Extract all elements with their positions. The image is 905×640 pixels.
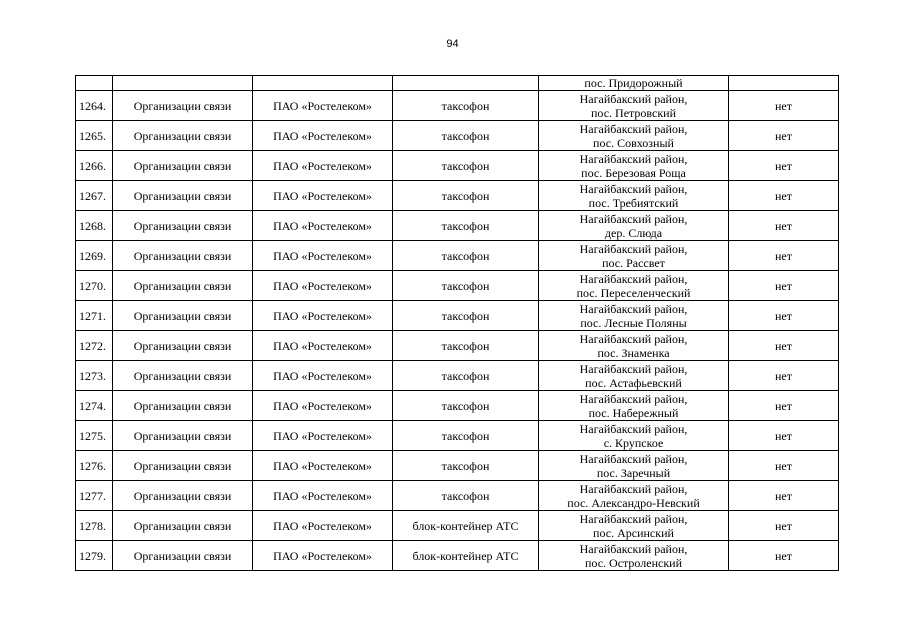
cell-num: 1268. xyxy=(76,211,113,241)
cell-num: 1269. xyxy=(76,241,113,271)
cell-num: 1273. xyxy=(76,361,113,391)
table-row xyxy=(76,361,839,391)
cell-status: нет xyxy=(729,391,839,421)
location-settlement: пос. Лесные Поляны xyxy=(580,315,687,330)
cell-owner: ПАО «Ростелеком» xyxy=(253,541,393,571)
cell-object: таксофон xyxy=(393,271,539,301)
cell-category: Организации связи xyxy=(113,181,253,211)
location-district: Нагайбакский район, xyxy=(579,211,688,226)
table-row xyxy=(76,541,839,571)
location-settlement: пос. Астафьевский xyxy=(585,375,682,390)
cell-category: Организации связи xyxy=(113,271,253,301)
cell-owner: ПАО «Ростелеком» xyxy=(253,271,393,301)
cell-status: нет xyxy=(729,301,839,331)
cell-category: Организации связи xyxy=(113,241,253,271)
cell-num: 1267. xyxy=(76,181,113,211)
cell-status: нет xyxy=(729,151,839,181)
cell-owner: ПАО «Ростелеком» xyxy=(253,361,393,391)
cell-owner: ПАО «Ростелеком» xyxy=(253,241,393,271)
cell-location xyxy=(539,451,729,481)
cell-num: 1276. xyxy=(76,451,113,481)
location-district: Нагайбакский район, xyxy=(579,301,688,316)
cell-object: таксофон xyxy=(393,301,539,331)
cell-location xyxy=(539,91,729,121)
cell-object: таксофон xyxy=(393,391,539,421)
cell-num: 1279. xyxy=(76,541,113,571)
table-row xyxy=(76,481,839,511)
location-settlement: пос. Арсинский xyxy=(593,525,674,540)
cell-num: 1275. xyxy=(76,421,113,451)
cell-owner: ПАО «Ростелеком» xyxy=(253,301,393,331)
location-settlement: пос. Совхозный xyxy=(593,135,674,150)
table-row xyxy=(76,121,839,151)
cell-num xyxy=(76,76,113,91)
cell-object: блок-контейнер АТС xyxy=(393,541,539,571)
location-district: Нагайбакский район, xyxy=(579,121,688,136)
cell-owner: ПАО «Ростелеком» xyxy=(253,121,393,151)
location-district: Нагайбакский район, xyxy=(579,271,688,286)
table-row xyxy=(76,241,839,271)
cell-status: нет xyxy=(729,331,839,361)
cell-owner: ПАО «Ростелеком» xyxy=(253,421,393,451)
location-settlement: пос. Березовая Роща xyxy=(581,165,686,180)
cell-owner: ПАО «Ростелеком» xyxy=(253,181,393,211)
cell-location xyxy=(539,421,729,451)
location-district: Нагайбакский район, xyxy=(579,481,688,496)
location-district: Нагайбакский район, xyxy=(579,451,688,466)
cell-num: 1277. xyxy=(76,481,113,511)
location-settlement: пос. Остроленский xyxy=(584,555,682,570)
location-settlement: пос. Рассвет xyxy=(602,255,665,270)
table-row xyxy=(76,271,839,301)
cell-status: нет xyxy=(729,541,839,571)
cell-object: таксофон xyxy=(393,211,539,241)
cell-owner: ПАО «Ростелеком» xyxy=(253,151,393,181)
table-row xyxy=(76,421,839,451)
cell-category: Организации связи xyxy=(113,151,253,181)
cell-object: таксофон xyxy=(393,181,539,211)
location-settlement: пос. Требиятский xyxy=(588,195,679,210)
location-settlement: пос. Петровский xyxy=(590,105,677,120)
cell-num: 1271. xyxy=(76,301,113,331)
cell-object: таксофон xyxy=(393,241,539,271)
cell-num: 1270. xyxy=(76,271,113,301)
cell-num: 1266. xyxy=(76,151,113,181)
location-settlement: дер. Слюда xyxy=(604,225,663,240)
cell-category xyxy=(113,76,253,91)
cell-object: таксофон xyxy=(393,151,539,181)
table-row xyxy=(76,391,839,421)
location-district: Нагайбакский район, xyxy=(579,91,688,106)
location-settlement: пос. Набережный xyxy=(588,405,679,420)
table-row xyxy=(76,181,839,211)
location-district: Нагайбакский район, xyxy=(579,331,688,346)
cell-status xyxy=(729,76,839,91)
cell-location xyxy=(539,271,729,301)
cell-object xyxy=(393,76,539,91)
cell-owner: ПАО «Ростелеком» xyxy=(253,211,393,241)
cell-num: 1265. xyxy=(76,121,113,151)
table-row xyxy=(76,211,839,241)
cell-category: Организации связи xyxy=(113,481,253,511)
cell-status: нет xyxy=(729,241,839,271)
cell-location xyxy=(539,331,729,361)
cell-location xyxy=(539,211,729,241)
cell-category: Организации связи xyxy=(113,361,253,391)
table-row xyxy=(76,511,839,541)
location-settlement: пос. Заречный xyxy=(596,465,671,480)
cell-category: Организации связи xyxy=(113,451,253,481)
cell-location xyxy=(539,241,729,271)
cell-status: нет xyxy=(729,181,839,211)
cell-object: таксофон xyxy=(393,361,539,391)
cell-category: Организации связи xyxy=(113,301,253,331)
cell-owner: ПАО «Ростелеком» xyxy=(253,481,393,511)
cell-owner: ПАО «Ростелеком» xyxy=(253,331,393,361)
cell-status: нет xyxy=(729,451,839,481)
page-number: 94 xyxy=(446,38,459,50)
cell-status: нет xyxy=(729,211,839,241)
cell-location: пос. Придорожный xyxy=(539,76,729,91)
cell-category: Организации связи xyxy=(113,91,253,121)
location-settlement: пос. Переселенческий xyxy=(576,285,691,300)
cell-location xyxy=(539,391,729,421)
cell-owner: ПАО «Ростелеком» xyxy=(253,451,393,481)
cell-location xyxy=(539,481,729,511)
cell-category: Организации связи xyxy=(113,511,253,541)
location-settlement: пос. Знаменка xyxy=(597,345,670,360)
cell-status: нет xyxy=(729,481,839,511)
cell-object: таксофон xyxy=(393,331,539,361)
location-district: Нагайбакский район, xyxy=(579,421,688,436)
table-row xyxy=(76,301,839,331)
table-row xyxy=(76,151,839,181)
cell-location xyxy=(539,301,729,331)
location-settlement: пос. Александро-Невский xyxy=(567,495,700,510)
location-district: Нагайбакский район, xyxy=(579,151,688,166)
cell-location xyxy=(539,541,729,571)
location-district: Нагайбакский район, xyxy=(579,181,688,196)
location-district: Нагайбакский район, xyxy=(579,241,688,256)
location-district: Нагайбакский район, xyxy=(579,361,688,376)
table-row xyxy=(76,451,839,481)
cell-owner: ПАО «Ростелеком» xyxy=(253,91,393,121)
cell-status: нет xyxy=(729,91,839,121)
cell-location xyxy=(539,151,729,181)
cell-location xyxy=(539,181,729,211)
cell-category: Организации связи xyxy=(113,421,253,451)
location-settlement: с. Крупское xyxy=(603,435,664,450)
table-row xyxy=(76,91,839,121)
registry-table xyxy=(75,75,839,571)
cell-object: таксофон xyxy=(393,91,539,121)
cell-owner: ПАО «Ростелеком» xyxy=(253,511,393,541)
location-district: Нагайбакский район, xyxy=(579,391,688,406)
location-district: Нагайбакский район, xyxy=(579,511,688,526)
cell-status: нет xyxy=(729,361,839,391)
cell-object: таксофон xyxy=(393,481,539,511)
cell-category: Организации связи xyxy=(113,121,253,151)
cell-category: Организации связи xyxy=(113,391,253,421)
cell-owner: ПАО «Ростелеком» xyxy=(253,391,393,421)
cell-owner xyxy=(253,76,393,91)
cell-object: блок-контейнер АТС xyxy=(393,511,539,541)
cell-num: 1278. xyxy=(76,511,113,541)
cell-location xyxy=(539,121,729,151)
cell-object: таксофон xyxy=(393,421,539,451)
cell-status: нет xyxy=(729,511,839,541)
cell-object: таксофон xyxy=(393,121,539,151)
cell-status: нет xyxy=(729,421,839,451)
location-district: Нагайбакский район, xyxy=(579,541,688,556)
cell-category: Организации связи xyxy=(113,541,253,571)
cell-category: Организации связи xyxy=(113,331,253,361)
continuation-row xyxy=(76,76,839,91)
cell-num: 1264. xyxy=(76,91,113,121)
cell-location xyxy=(539,361,729,391)
cell-num: 1274. xyxy=(76,391,113,421)
cell-status: нет xyxy=(729,121,839,151)
table-body xyxy=(76,76,839,571)
table-row xyxy=(76,331,839,361)
cell-object: таксофон xyxy=(393,451,539,481)
cell-num: 1272. xyxy=(76,331,113,361)
cell-status: нет xyxy=(729,271,839,301)
cell-location xyxy=(539,511,729,541)
cell-category: Организации связи xyxy=(113,211,253,241)
